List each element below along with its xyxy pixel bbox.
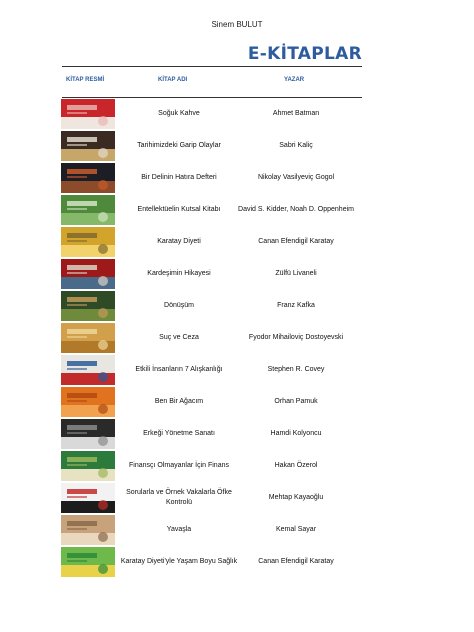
book-author: Canan Efendigil Karatay bbox=[258, 558, 334, 565]
book-cover-image bbox=[61, 515, 115, 545]
table-header bbox=[62, 77, 362, 87]
book-cover-image bbox=[61, 99, 115, 129]
book-author: Franz Kafka bbox=[277, 302, 315, 309]
book-title: Karatay Diyeti'yle Yaşam Boyu Sağlık bbox=[120, 558, 238, 565]
book-title: Kardeşimin Hikayesi bbox=[147, 270, 211, 277]
column-header-image: KİTAP RESMİ bbox=[66, 77, 105, 83]
book-author: Stephen R. Covey bbox=[267, 366, 325, 373]
book-cover-image bbox=[61, 131, 115, 161]
book-author: David S. Kidder, Noah D. Oppenheim bbox=[238, 206, 354, 213]
book-title: Etkili İnsanların 7 Alışkanlığı bbox=[135, 366, 223, 373]
book-title: Suç ve Ceza bbox=[159, 334, 199, 341]
table-row bbox=[0, 418, 474, 450]
book-title: Dönüşüm bbox=[164, 302, 194, 309]
book-author: Ahmet Batman bbox=[272, 110, 320, 117]
book-author: Hamdi Kolyoncu bbox=[270, 430, 322, 437]
book-title: Finansçı Olmayanlar İçin Finans bbox=[129, 462, 229, 469]
book-cover-image bbox=[61, 419, 115, 449]
book-author: Zülfü Livaneli bbox=[275, 270, 317, 277]
table-row bbox=[0, 194, 474, 226]
book-author: Sabri Kaliç bbox=[279, 142, 313, 149]
table-row bbox=[0, 226, 474, 258]
book-title: Ben Bir Ağacım bbox=[154, 398, 204, 405]
table-row bbox=[0, 386, 474, 418]
book-author: Fyodor Mihailoviç Dostoyevski bbox=[248, 334, 344, 341]
book-author: Canan Efendigil Karatay bbox=[258, 238, 334, 245]
book-cover-image bbox=[61, 547, 115, 577]
book-cover-image bbox=[61, 163, 115, 193]
table-row bbox=[0, 98, 474, 130]
book-title: Soğuk Kahve bbox=[158, 110, 200, 117]
book-cover-image bbox=[61, 195, 115, 225]
book-author: Hakan Özerol bbox=[274, 462, 318, 469]
book-author: Orhan Pamuk bbox=[274, 398, 318, 405]
book-title: Entellektüelin Kutsal Kitabı bbox=[137, 206, 221, 213]
book-title: Sorularla ve Örnek Vakalarla Öfke Kontrolü bbox=[126, 489, 232, 506]
book-author: Kemal Sayar bbox=[275, 526, 317, 533]
book-author: Mehtap Kayaoğlu bbox=[268, 494, 324, 501]
book-cover-image bbox=[61, 291, 115, 321]
book-cover-image bbox=[61, 227, 115, 257]
book-cover-image bbox=[61, 451, 115, 481]
document-author: Sinem BULUT bbox=[211, 20, 263, 29]
book-title: Bir Delinin Hatıra Defteri bbox=[141, 174, 217, 181]
book-title: Erkeği Yönetme Sanatı bbox=[143, 430, 215, 437]
book-cover-image bbox=[61, 387, 115, 417]
column-header-name: KİTAP ADI bbox=[158, 77, 188, 83]
table-row bbox=[0, 450, 474, 482]
table-row bbox=[0, 546, 474, 578]
table-row bbox=[0, 482, 474, 514]
table-row bbox=[0, 162, 474, 194]
table-row bbox=[0, 290, 474, 322]
book-cover-image bbox=[61, 483, 115, 513]
book-cover-image bbox=[61, 323, 115, 353]
book-table bbox=[0, 98, 474, 578]
table-row bbox=[0, 258, 474, 290]
book-title: Yavaşla bbox=[166, 526, 192, 533]
table-row bbox=[0, 514, 474, 546]
document-title: E-KİTAPLAR bbox=[247, 44, 362, 64]
book-cover-image bbox=[61, 355, 115, 385]
book-author: Nikolay Vasilyeviç Gogol bbox=[257, 174, 335, 181]
book-title: Karatay Diyeti bbox=[157, 238, 201, 245]
table-row bbox=[0, 130, 474, 162]
book-cover-image bbox=[61, 259, 115, 289]
table-row bbox=[0, 354, 474, 386]
table-row bbox=[0, 322, 474, 354]
book-title: Tarihimizdeki Garip Olaylar bbox=[137, 142, 221, 149]
title-divider bbox=[62, 66, 362, 67]
column-header-author: YAZAR bbox=[284, 77, 305, 83]
